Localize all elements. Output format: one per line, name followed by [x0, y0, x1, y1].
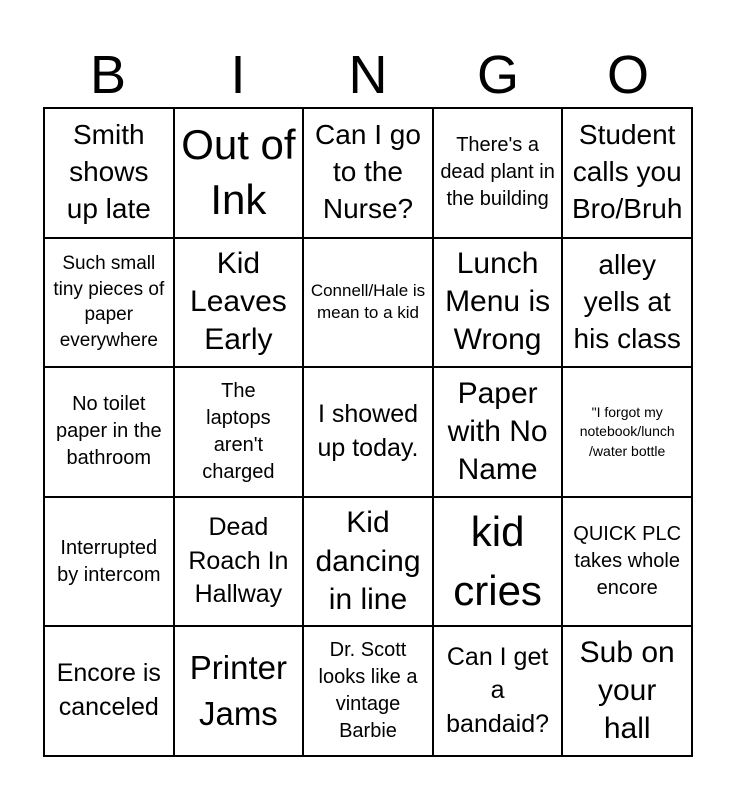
bingo-cell[interactable] [44, 108, 174, 238]
bingo-cell[interactable] [433, 367, 563, 497]
header-letter-i: I [230, 45, 246, 105]
bingo-cell[interactable] [303, 626, 433, 756]
bingo-header [43, 40, 693, 110]
cell-text: Kid Leaves Early [190, 247, 287, 357]
cell-text: Dead Roach In Hallway [188, 512, 289, 609]
header-letter-g: G [476, 45, 519, 105]
cell-text: There's a dead plant in the building [440, 134, 555, 211]
cell-text: No toilet paper in the bathroom [55, 393, 162, 470]
bingo-cell[interactable] [433, 497, 563, 627]
cell-text: QUICK PLC takes whole encore [573, 523, 682, 600]
cell-text: Encore is canceled [56, 659, 161, 722]
header-letter-o: O [606, 45, 649, 105]
bingo-cell[interactable] [562, 497, 692, 627]
bingo-cell[interactable] [433, 108, 563, 238]
cell-text: Student calls you Bro/Bruh [571, 119, 683, 225]
cell-text: Dr. Scott looks like a vintage Barbie [318, 639, 418, 743]
bingo-cell[interactable] [44, 497, 174, 627]
bingo-cell[interactable] [44, 367, 174, 497]
bingo-cell[interactable] [562, 108, 692, 238]
header-letter-b: B [89, 45, 127, 105]
cell-text: Lunch Menu is Wrong [445, 247, 551, 357]
cell-text: Smith shows up late [66, 119, 151, 225]
cell-text: Such small tiny pieces of paper everywhere [53, 253, 165, 352]
bingo-cell[interactable] [44, 238, 174, 368]
cell-text: Kid dancing in line [315, 506, 421, 616]
cell-text: Paper with No Name [447, 376, 548, 487]
bingo-cell[interactable] [303, 497, 433, 627]
bingo-cell[interactable] [174, 108, 304, 238]
cell-text: I showed up today. [317, 400, 419, 462]
cell-text: kid cries [453, 507, 542, 614]
header-letter-n: N [348, 45, 388, 105]
cell-text: Sub on your hall [579, 636, 675, 746]
cell-text: alley yells at his class [573, 248, 681, 354]
bingo-cell[interactable] [303, 238, 433, 368]
cell-text: "I forgot my notebook/lunch /water bottle [579, 403, 675, 459]
bingo-grid [43, 107, 693, 757]
bingo-cell[interactable] [174, 626, 304, 756]
bingo-cell[interactable] [174, 238, 304, 368]
bingo-cell[interactable] [174, 497, 304, 627]
bingo-cell[interactable] [562, 238, 692, 368]
cell-text: Out of Ink [181, 121, 296, 223]
cell-text: Connell/Hale is mean to a kid [310, 281, 426, 323]
bingo-cell[interactable] [174, 367, 304, 497]
bingo-cell[interactable] [433, 238, 563, 368]
bingo-cell[interactable] [303, 108, 433, 238]
bingo-cell[interactable] [433, 626, 563, 756]
cell-text: Interrupted by intercom [57, 536, 161, 586]
cell-text: The laptops aren't charged [202, 379, 275, 483]
bingo-cell[interactable] [44, 626, 174, 756]
cell-text: Printer Jams [189, 649, 287, 733]
bingo-cell[interactable] [562, 367, 692, 497]
cell-text: Can I go to the Nurse? [315, 119, 421, 225]
bingo-cell[interactable] [303, 367, 433, 497]
bingo-cell[interactable] [562, 626, 692, 756]
cell-text: Can I get a bandaid? [446, 642, 550, 739]
